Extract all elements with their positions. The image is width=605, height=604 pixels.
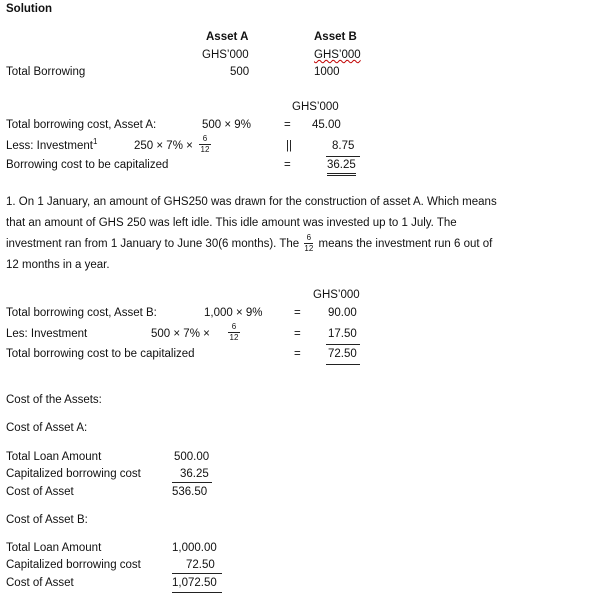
- section-b-row3-eq: =: [294, 348, 301, 360]
- cost-a-subtotal-line: [172, 482, 212, 483]
- section-b-row1-eq: =: [294, 307, 301, 319]
- section-b-row2-eq: =: [294, 328, 301, 340]
- cost-a-row-value: 36.25: [180, 468, 209, 480]
- cost-b-row-label: Total Loan Amount: [6, 542, 102, 554]
- asset-a-unit: GHS’000: [202, 49, 249, 61]
- asset-b-unit: GHS’000: [314, 49, 361, 61]
- section-a-row1-eq: =: [284, 119, 291, 131]
- section-a-row2-eq: ||: [286, 140, 292, 152]
- note-line-1: 1. On 1 January, an amount of GHS250 was drawn for the construction of asset A. Which means: [6, 196, 497, 208]
- note-fraction: $\frac{6}{12}$: [304, 233, 314, 254]
- section-b-row2-fraction: $\frac{6}{12}$: [229, 322, 239, 342]
- cost-a-row-label: Capitalized borrowing cost: [6, 468, 141, 480]
- section-a-row1-value: 45.00: [312, 119, 341, 131]
- cost-b-row-label: Capitalized borrowing cost: [6, 559, 141, 571]
- note-paragraph: [6, 192, 546, 276]
- cost-a-row-label: Cost of Asset: [6, 486, 74, 498]
- cost-a-title: Cost of Asset A:: [6, 422, 88, 434]
- total-borrowing-label: Total Borrowing: [6, 66, 86, 78]
- total-borrowing-b: 1000: [314, 66, 340, 78]
- section-a-row1-label: Total borrowing cost, Asset A:: [6, 119, 157, 131]
- cost-a-row-value: 500.00: [174, 451, 210, 463]
- section-b-row2-label: Les: Investment: [6, 328, 88, 340]
- note-line-3-start: investment ran from 1 January to June 30(6 months). The: [6, 238, 300, 250]
- cost-heading: Cost of the Assets:: [6, 394, 102, 406]
- section-b-row2-calc: 500 × 7% ×: [151, 328, 210, 340]
- cost-b-row-label: Cost of Asset: [6, 577, 74, 589]
- section-a-subtotal-line: [326, 156, 360, 157]
- note-line-3-end: means the investment run 6 out of: [318, 238, 493, 250]
- section-b-total-line: [326, 364, 360, 365]
- section-a-row3-label: Borrowing cost to be capitalized: [6, 159, 169, 171]
- section-a-row3-eq: =: [284, 159, 291, 171]
- section-b-row1-calc: 1,000 × 9%: [204, 307, 263, 319]
- section-a-unit: GHS’000: [292, 101, 339, 113]
- cost-b-title: Cost of Asset B:: [6, 514, 88, 526]
- section-b-row3-label: Total borrowing cost to be capitalized: [6, 348, 195, 360]
- section-b-subtotal-line: [326, 344, 360, 345]
- asset-a-header: Asset A: [206, 31, 249, 43]
- section-b-row1-value: 90.00: [328, 307, 357, 319]
- cost-b-total-line: [172, 592, 222, 593]
- section-a-row3-value: 36.25: [327, 158, 356, 176]
- cost-b-row-value: 1,000.00: [172, 542, 217, 554]
- section-b-row1-label: Total borrowing cost, Asset B:: [6, 307, 157, 319]
- cost-a-row-label: Total Loan Amount: [6, 451, 102, 463]
- note-line-4: 12 months in a year.: [6, 259, 110, 271]
- section-a-row1-calc: 500 × 9%: [202, 119, 251, 131]
- cost-a-row-value: 536.50: [172, 486, 208, 498]
- cost-b-subtotal-line: [172, 573, 222, 574]
- section-b-row3-value: 72.50: [328, 348, 357, 360]
- total-borrowing-a: 500: [230, 66, 250, 78]
- section-a-row2-value: 8.75: [332, 140, 355, 152]
- page-title: Solution: [6, 3, 52, 15]
- section-a-row2-calc: 250 × 7% ×: [134, 140, 193, 152]
- cost-b-row-value: 72.50: [186, 559, 215, 571]
- cost-b-row-value: 1,072.50: [172, 577, 217, 589]
- section-b-row2-value: 17.50: [328, 328, 357, 340]
- section-b-unit: GHS’000: [313, 289, 360, 301]
- section-a-row2-fraction: $\frac{6}{12}$: [200, 134, 210, 154]
- section-a-row2-label: Less: Investment$^1$: [6, 137, 98, 152]
- note-line-2: that an amount of GHS 250 was left idle. This idle amount was invested up to 1 July. The: [6, 217, 457, 229]
- asset-b-header: Asset B: [314, 31, 357, 43]
